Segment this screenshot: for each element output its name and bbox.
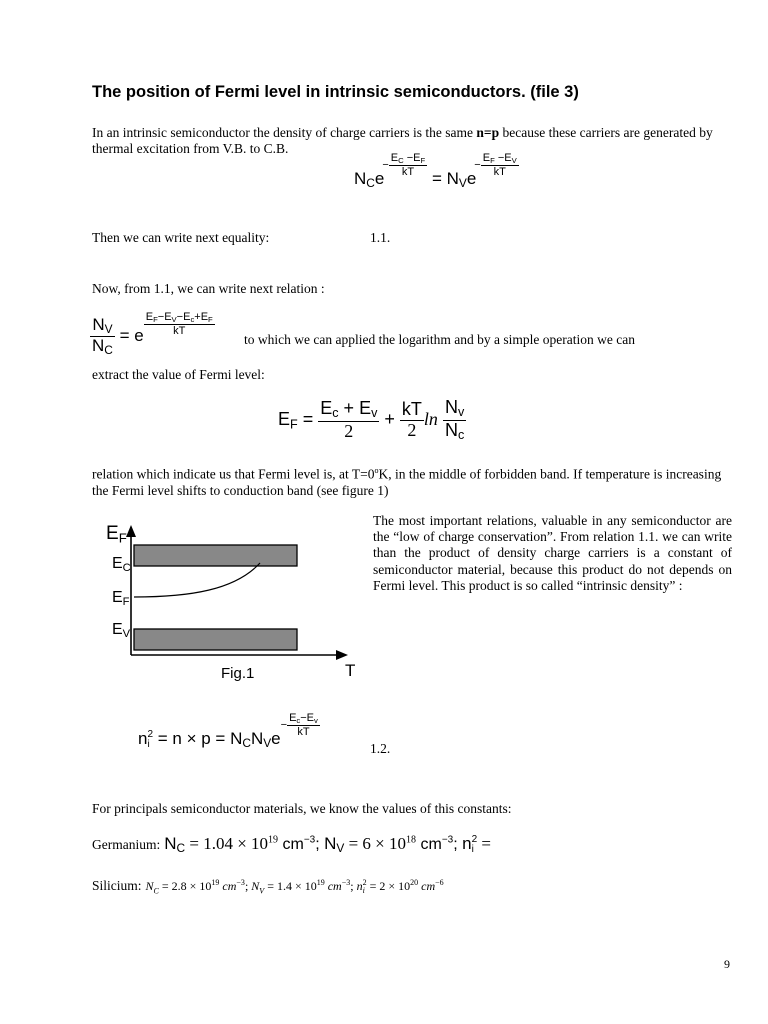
figure-1 <box>100 515 370 690</box>
figure-caption: Fig.1 <box>221 665 255 682</box>
temperature-paragraph: relation which indicate us that Fermi level is, at $T=0^oK$, in the middle of forbidden band. If temperature is increasing the Fermi level shifts to conduction band (see figure 1) <box>92 466 722 498</box>
page-title: The position of Fermi level in intrinsic semiconductors. (file 3) <box>92 83 579 101</box>
y-axis-label: $E_F$ <box>106 523 127 546</box>
fermi-level-diagram <box>100 515 370 690</box>
fermi-level-equation: $E_F$ = $\frac{E_c + E_v}{2}$ + $\frac{kT}{2}$ ln $\frac{N_v}{N_c}$ <box>278 397 465 443</box>
ev-label: $E_V$ <box>112 621 131 640</box>
x-axis-arrow <box>336 650 348 660</box>
y-axis-arrow <box>126 525 136 537</box>
germanium-constants: Germanium: $N_C = 1.04 \times 10^{19}$ $cm^{-3}$; $N_V = 6 \times 10^{18}$ $cm^{-3}$; n 2 i = <box>92 833 491 855</box>
equation-label-1-2: 1.2. <box>370 741 391 756</box>
equality-intro: Then we can write next equality: <box>92 230 270 245</box>
carrier-equality-equation: $N_Ce-$ $\frac{E_C -E_F}{kT}$ = $N_Ve-$ $\frac{E_F -E_V}{kT}$ <box>354 152 517 191</box>
page-number: 9 <box>724 957 730 971</box>
constants-intro: For principals semiconductor materials, we know the values of this constants: <box>92 801 512 816</box>
equation-label-1-1: 1.1. <box>370 230 391 245</box>
relation-intro: Now, from 1.1, we can write next relation : <box>92 281 325 296</box>
intro-paragraph: In an intrinsic semiconductor the density of charge carriers is the same n=p because these carriers are generated by thermal excitation from V.B. to C.B. <box>92 125 713 156</box>
conduction-band <box>134 545 297 566</box>
ratio-equation: $\frac{N_V}{N_C}$ = e $\frac{E_F-E_V-E_c+E_F}{kT}$ <box>92 310 213 358</box>
n-equals-p: n=p <box>476 125 500 140</box>
logarithm-text: to which we can applied the logarithm and by a simple operation we can <box>244 332 635 347</box>
x-axis-label: T <box>345 661 356 680</box>
fermi-level-curve <box>134 563 260 597</box>
extract-fermi-text: extract the value of Fermi level: <box>92 367 265 382</box>
silicium-constants: Silicium: $N_C = 2.8 \times 10^{19}$ $cm^{-3}$; $N_V = 1.4 \times 10^{19}$ $cm^{-3}$; n 2 i = $2 \times 10^{20}$ $cm^{-6}$ <box>92 878 444 896</box>
ec-label: $E_C$ <box>112 555 131 574</box>
ef-label: $E_F$ <box>112 589 130 608</box>
side-paragraph: The most important relations, valuable in any semiconductor are the “low of charge conservation”. From relation 1.1. we can write than the product of density charge carriers is a constant of semiconductor material, because this product do not depends on Fermi level. This product is so called “intrinsic density” : <box>373 513 732 593</box>
valence-band <box>134 629 297 650</box>
intrinsic-density-equation: n 2 i = $n \times p = N_CN_Ve-$ $\frac{E_c-E_v}{kT}$ <box>138 712 318 751</box>
